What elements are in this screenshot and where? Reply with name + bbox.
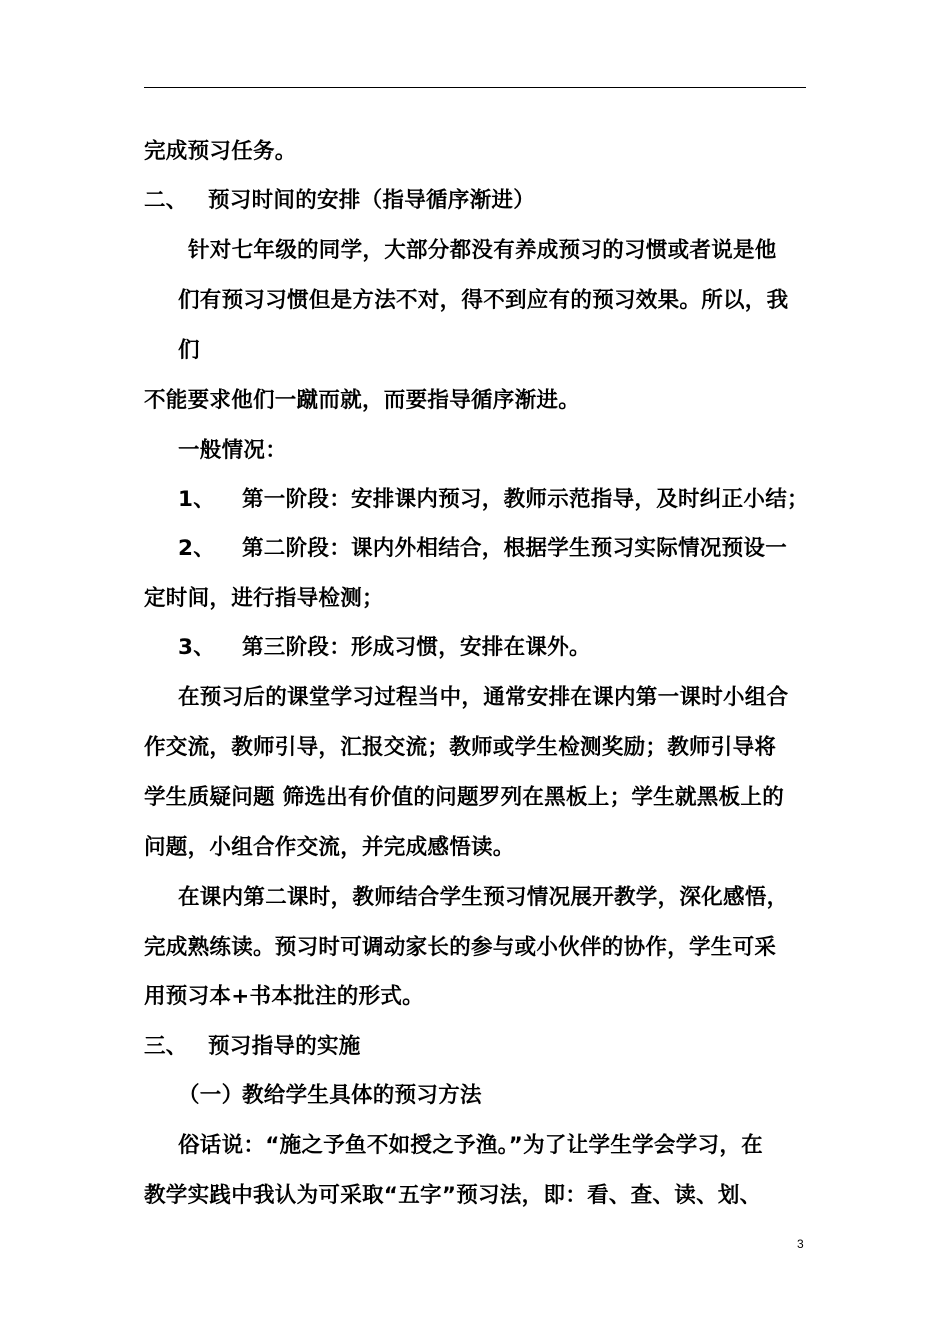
list-number: 1、 xyxy=(178,487,216,512)
subsection-number: （一） xyxy=(178,1083,244,1108)
list-text: 第二阶段：课内外相结合，根据学生预习实际情况预设一 xyxy=(242,536,788,561)
paragraph-line: 一般情况： xyxy=(178,438,288,463)
paragraph-line: 在预习后的课堂学习过程当中，通常安排在课内第一课时小组合 xyxy=(178,685,789,710)
section-heading-3 xyxy=(144,1036,361,1058)
paragraph-line: 完成熟练读。预习时可调动家长的参与或小伙伴的协作，学生可采 xyxy=(144,935,777,960)
paragraph-line: 完成预习任务。 xyxy=(144,139,297,164)
paragraph-line: 在课内第二课时，教师结合学生预习情况展开教学，深化感悟， xyxy=(178,885,789,910)
paragraph-line: 定时间，进行指导检测； xyxy=(144,586,384,611)
section-number: 三、 xyxy=(144,1034,188,1059)
subsection-heading xyxy=(178,1085,482,1107)
section-number: 二、 xyxy=(144,188,188,213)
paragraph-line: 问题，小组合作交流，并完成感悟读。 xyxy=(144,835,515,860)
list-item xyxy=(178,489,809,511)
list-text: 第一阶段：安排课内预习，教师示范指导，及时纠正小结； xyxy=(242,487,809,512)
page-number: 3 xyxy=(797,1237,804,1251)
paragraph-line: 作交流，教师引导，汇报交流；教师或学生检测奖励；教师引导将 xyxy=(144,735,777,760)
paragraph-line: 们 xyxy=(178,338,200,363)
list-number: 3、 xyxy=(178,635,216,660)
subsection-title: 教给学生具体的预习方法 xyxy=(242,1083,482,1108)
paragraph-line: 针对七年级的同学，大部分都没有养成预习的习惯或者说是他 xyxy=(188,238,777,263)
list-item xyxy=(178,538,787,560)
list-number: 2、 xyxy=(178,536,216,561)
list-text: 第三阶段：形成习惯，安排在课外。 xyxy=(242,635,591,660)
list-item xyxy=(178,637,591,659)
section-heading-2 xyxy=(144,190,535,212)
paragraph-line: 用预习本+书本批注的形式。 xyxy=(144,984,424,1009)
paragraph-line: 教学实践中我认为可采取“五字”预习法，即：看、查、读、划、 xyxy=(144,1183,762,1208)
paragraph-line: 俗话说：“施之予鱼不如授之予渔。”为了让学生学会学习，在 xyxy=(178,1133,763,1158)
section-title: 预习时间的安排（指导循序渐进） xyxy=(208,188,536,213)
paragraph-line: 不能要求他们一蹴而就，而要指导循序渐进。 xyxy=(144,388,581,413)
paragraph-line: 们有预习习惯但是方法不对，得不到应有的预习效果。所以，我 xyxy=(178,288,789,313)
header-rule xyxy=(144,87,806,88)
section-title: 预习指导的实施 xyxy=(208,1034,361,1059)
paragraph-line: 学生质疑问题 筛选出有价值的问题罗列在黑板上；学生就黑板上的 xyxy=(144,785,784,810)
